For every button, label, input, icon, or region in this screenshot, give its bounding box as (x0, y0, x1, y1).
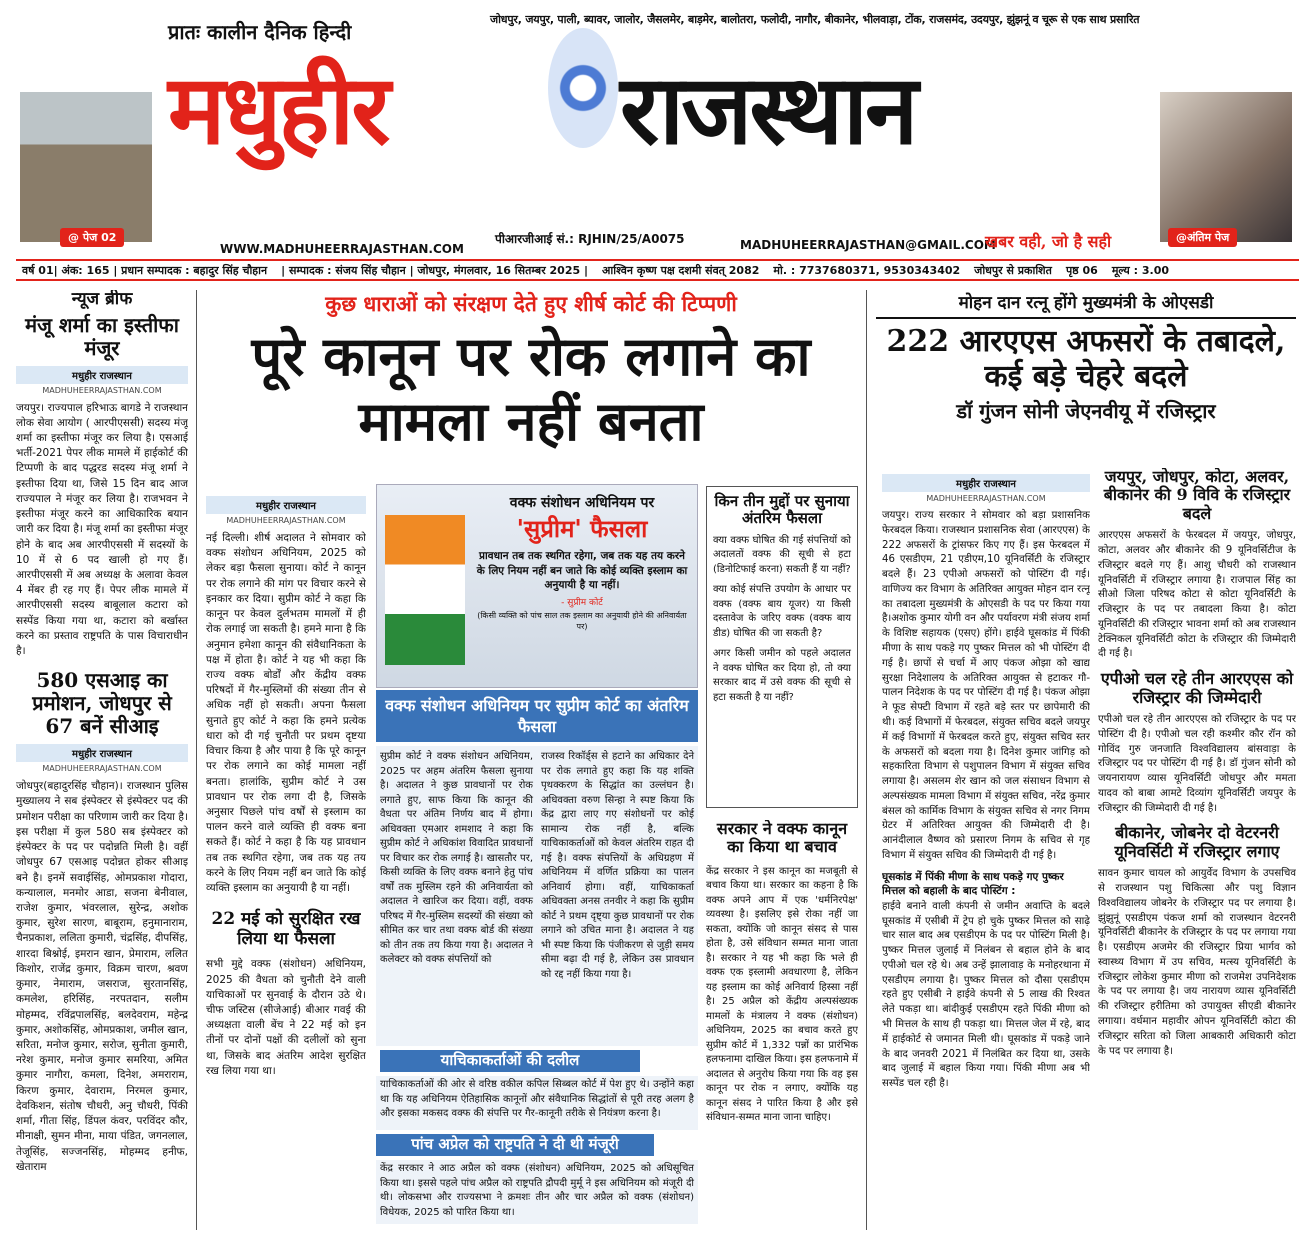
lead-subheadline[interactable]: 22 मई को सुरक्षित रख लिया था फैसला (211, 909, 361, 949)
apo-body: एपीओ चल रहे तीन आरएएस को रजिस्ट्रार के पद पर पोस्टिंग दी है। एपीओ चल रही कश्मीर कौर रॉन को गोविंद गुरु जनजाति विश्वविद्यालय बांसवाड़ा के रजिस्ट्रार पद पर पोस्टिंग दी गई है। डॉ गुंजन सोनी को जयनारायण व्यास यूनिवर्सिटी जोधपुर और ममता यादव को बाबा आमटे दिव्यांग यूनिवर्सिटी जयपुर के रजिस्ट्रार की जिम्मेदारी दी गई है। (1098, 713, 1296, 814)
brief-byline-url[interactable]: MADHUHEERRAJASTHAN.COM (42, 385, 162, 395)
edition-cities: जोधपुर, जयपुर, पाली, ब्यावर, जालोर, जैसलमेर, बाड़मेर, बालोतरा, फलोदी, नागौर, बीकानेर, भीलवाड़ा, टोंक, राजसमंद, उदयपुर, झुंझनूं व चूरू से एक साथ प्रसारित (490, 13, 1140, 26)
issue-item: क्या कोई संपत्ति उपयोग के आधार पर वक्फ (वक्फ बाय यूजर) या किसी दस्तावेज के जरिए वक्फ (वक्फ बाय डीड) घोषित की जा सकती है? (713, 584, 851, 639)
petitioners-body: याचिकाकर्ताओं की ओर से वरिष्ठ वकील कपिल सिब्बल कोर्ट में पेश हुए थे। उन्होंने कहा था कि यह अधिनियम ऐतिहासिक कानूनों और संवैधानिक सिद्धांतों से पूरी तरह अलग है और इसका मकसद वक्फ की संपत्ति पर गैर-कानूनी तरीके से नियंत्रण करना है। (376, 1076, 698, 1130)
transfers-body: जयपुर। राज्य सरकार ने सोमवार को बड़ा प्रशासनिक फेरबदल किया। राजस्थान प्रशासनिक सेवा (आरएएस) के 222 अफसरों के ट्रांसफर किए गए हैं। इस फेरबदल में 46 एसडीएम, 21 एडीएम,10 यूनिवर्सिटी के रजिस्ट्रार बदले हैं। 23 एपीओ अफसरों को पोस्टिंग दी गई। वाणिज्य कर विभाग के अतिरिक्त आयुक्त मोहन दान रत्नू का तबादला मुख्यमंत्री के ओएसडी के पद पर किया गया है।अशोक कुमार योगी वन और पर्यावरण मंत्री संजय शर्मा के विशिष्ट सहायक (एसए) होंगे। हाईवे घूसकांड में पिंकी मीणा के साथ पकड़े गए पुष्कर मित्तल को भी पोस्टिंग दी गई है। छापों से चर्चा में आए पंकज ओझा को खाद्य सुरक्षा निदेशालय के अतिरिक्त आयुक्त से हटाकर गौ-पालन निदेशक के पद पर पोस्टिंग दी गई है। पंकज ओझा ने फूड सेफ्टी विभाग में रहते बड़े स्तर पर छापेमारी की थी। कई विभागों में फेरबदल, संयुक्त सचिव बदले जयपुर में कई विभागों में फेरबदल करते हुए, संयुक्त सचिव स्तर के अफसरों को बदला गया है। दिनेश कुमार जांगिड़ को सहकारिता विभाग से पशुपालन विभाग में संयुक्त सचिव लगाया है। असलम शेर खान को जल संसाधन विभाग से अल्पसंख्यक मामला विभाग में संयुक्त सचिव, नरेंद्र कुमार बंसल को कार्मिक विभाग के संयुक्त सचिव से नगर निगम ग्रेटर में अतिरिक्त आयुक्त की जिम्मेदारी दी है।आनंदीलाल वैष्णव को प्रसारण निगम के सचिव से गृह विभाग में संयुक्त सचिव की जिम्मेदारी दी गई है। (882, 510, 1090, 861)
issue-price: मूल्य : 3.00 (1111, 263, 1169, 277)
issue-info-bar (16, 259, 1299, 281)
registrars-column (1098, 468, 1296, 1230)
brief-section-title: न्यूज ब्रीफ (71, 290, 133, 309)
brief-headline-1[interactable]: मंजू शर्मा का इस्तीफा मंजूर (25, 312, 179, 360)
masthead-name-part2: राजस्थान (620, 53, 916, 166)
issue-mobile: मो. : 7737680371, 9530343402 (773, 263, 961, 277)
issue-item: क्या वक्फ घोषित की गई संपत्तियों को अदालतों वक्फ की सूची से हटा (डिनोटिफाई करना) सकती हैं या नहीं? (713, 534, 851, 575)
masthead (0, 0, 1315, 256)
website-link[interactable]: WWW.MADHUHEERRAJASTHAN.COM (220, 242, 464, 256)
masthead-motto: खबर वही, जो है सही (985, 232, 1112, 251)
interim-banner: वक्फ संशोधन अधिनियम पर सुप्रीम कोर्ट का अंतरिम फैसला (376, 690, 698, 742)
vet-headline[interactable]: बीकानेर, जोबनेर दो वेटरनरी यूनिवर्सिटी में रजिस्ट्रार लगाए (1114, 823, 1280, 861)
vet-body: सावन कुमार चायल को आयुर्वेद विभाग के उपसचिव से राजस्थान पशु चिकित्सा और पशु विज्ञान विश्वविद्यालय जोबनेर के रजिस्ट्रार पद पर लगाया है। झुंझुनूं एसडीएम पंकज शर्मा को राजस्थान वेटरनरी यूनिवर्सिटी बीकानेर के रजिस्ट्रार के पद पर लगाया गया है। एसडीएम अजमेर की रजिस्ट्रार प्रिया भार्गव को स्वास्थ्य विभाग में उप सचिव, मत्स्य यूनिवर्सिटी के रजिस्ट्रार लोकेश कुमार मीणा को राजमेश उपनिदेशक के पद पर लगाया है। जय नारायण व्यास यूनिवर्सिटी की रजिस्ट्रार हरीतिमा को उपायुक्त सीएडी बीकानेर लगाया। वर्धमान महावीर ओपन यूनिवर्सिटी कोटा की रजिस्ट्रार सरिता को जिला आबकारी अधिकारी कोटा के पद पर लगाया है। (1098, 868, 1296, 1057)
brief-byline: मधुहीर राजस्थान (16, 366, 188, 384)
registrars-body: आरएएस अफसरों के फेरबदल में जयपुर, जोधपुर, कोटा, अलवर और बीकानेर की 9 यूनिवर्सिटीज के रजिस्ट्रार बदले गए हैं। आशु चौधरी को राजस्थान यूनिवर्सिटी में रजिस्ट्रार लगाया है। राजपाल सिंह का सीओ जिला परिषद कोटा से कोटा यूनिवर्सिटी के रजिस्ट्रार के पद पर तबादला किया है। कोटा यूनिवर्सिटी की रजिस्ट्रार भावना शर्मा को अब राजस्थान टेक्निकल यूनिवर्सिटी कोटा के रजिस्ट्रार की जिम्मेदारी दी गई है। (1098, 530, 1296, 660)
three-issues-title: किन तीन मुद्दों पर सुनाया अंतरिम फैसला (714, 492, 850, 528)
issue-item: अगर किसी जमीन को पहले अदालत ने वक्फ घोषित कर दिया हो, तो क्या सरकार बाद में उसे वक्फ की सूची से हटा सकती है या नहीं? (713, 648, 851, 703)
president-body: केंद्र सरकार ने आठ अप्रैल को वक्फ (संशोधन) अधिनियम, 2025 को अधिसूचित किया था। इससे पहले पांच अप्रैल को राष्ट्रपति द्रौपदी मुर्मू ने इस अधिनियम को मंजूरी दी थी। लोकसभा और राज्यसभा ने क्रमशः तीन और चार अप्रैल को वक्फ (संशोधन) विधेयक, 2025 को पारित किया था। (376, 1160, 698, 1224)
lead-kicker: कुछ धाराओं को संरक्षण देते हुए शीर्ष कोर्ट की टिप्पणी (325, 291, 737, 316)
issue-samvat: आश्विन कृष्ण पक्ष दशमी संवत् 2082 (602, 263, 760, 277)
three-issues-box (706, 486, 858, 808)
news-brief-column (16, 290, 188, 1234)
lead-story-column (206, 490, 366, 1234)
transfers-column (882, 468, 1090, 1230)
petitioners-banner: याचिकाकर्ताओं की दलील (380, 1050, 640, 1072)
lead-headline-block (204, 290, 858, 490)
issue-published-from: जोधपुर से प्रकाशित (974, 263, 1052, 277)
govt-defence-column (706, 820, 858, 1230)
peacock-feather-logo (548, 28, 618, 148)
president-banner: पांच अप्रेल को राष्ट्रपति ने दी थी मंजूरी (376, 1134, 654, 1156)
bribe-body: हाईवे बनाने वाली कंपनी से जमीन अवाप्ति के बदले घूसकांड में एसीबी में ट्रेप हो चुके पुष्कर मित्तल को साढ़े चार साल बाद अब एसडीएम के पद पर पोस्टिंग मिली है। पुष्कर मित्तल जुलाई में निलंबन से बहाल होने के बाद एपीओ चल रहे थे। अब उन्हें झालावाड़ के मनोहरथाना में एसडीएम लगाया है। पुष्कर मित्तल को दौसा एसडीएम रहते हुए एसीबी ने हाईवे कंपनी से 5 लाख की रिश्वत लेते पकड़ा था। बांदीकुई एसडीएम रहते पिंकी मीणा को भी मित्तल के साथ ही पकड़ा था। मित्तल जेल में रहे, बाद में हाईकोर्ट से जमानत मिली थी। घूसकांड में पकड़े जाने के बाद जनवरी 2021 में निलंबित कर दिया था, उसके बाद जुलाई में बहाल किया गया। पिंकी मीणा अब भी सस्पेंड चल रही है। (882, 900, 1090, 1090)
lead-byline: मधुहीर राजस्थान (206, 496, 366, 514)
column-divider (196, 290, 197, 1230)
infographic-note: (किसी व्यक्ति को पांच साल तक इस्लाम का अनुयायी होने की अनिवार्यता पर) (477, 611, 687, 632)
column-divider (866, 290, 867, 1230)
registration-number: पीआरजीआई सं.: RJHIN/25/A0075 (495, 232, 685, 246)
lead-body: नई दिल्ली। शीर्ष अदालत ने सोमवार को वक्फ संशोधन अधिनियम, 2025 को लेकर बड़ा फैसला सुनाया। कोर्ट ने कानून पर रोक लगाने की मांग पर विचार करने से इनकार कर दिया। सुप्रीम कोर्ट ने कहा कि कानून पर केवल दुर्लभतम मामलों में ही रोक लगाई जा सकती है। हमने माना है कि अनुमान हमेशा कानून की संवैधानिकता के पक्ष में होता है। कोर्ट ने यह भी कहा कि राज्य वक्फ बोर्डों और केंद्रीय वक्फ परिषदों में गैर-मुस्लिमों की संख्या तीन से अधिक नहीं हो सकती। अपना फैसला सुनाते हुए कोर्ट ने कहा कि हमने प्रत्येक धारा को दी गई चुनौती पर प्रथम दृष्टया विचार किया है और पाया है कि पूरे कानून पर रोक लगाने का कोई मामला नहीं बनता। हालांकि, सुप्रीम कोर्ट ने उस प्रावधान पर रोक लगा दी है, जिसके अनुसार पिछले पांच वर्षों से इस्लाम का पालन करने वाले व्यक्ति ही वक्फ बना सकते हैं। कोर्ट ने कहा है कि यह प्रावधान तब तक स्थगित रहेगा, जब तक यह तय करने के लिए नियम नहीं बन जाते कि कोई व्यक्ति इस्लाम का अनुयायी है या नहीं। (206, 532, 366, 895)
registrars-headline[interactable]: जयपुर, जोधपुर, कोटा, अलवर, बीकानेर की 9 विवि के रजिस्ट्रार बदले (1103, 468, 1291, 523)
verdict-infographic (376, 484, 698, 688)
lead-sub-body: सभी मुद्दे वक्फ (संशोधन) अधिनियम, 2025 की वैधता को चुनौती देने वाली याचिकाओं पर सुनवाई के दौरान उठे थे। चीफ जस्टिस (सीजेआई) बीआर गवई की अध्यक्षता वाली बेंच ने 22 मई को इन तीनों पर दोनों पक्षों की दलीलों को सुना था, जिसके बाद अंतरिम आदेश सुरक्षित रख लिया गया था। (206, 958, 366, 1077)
left-teaser-badge[interactable]: @ पेज 02 (60, 228, 124, 247)
issue-editor-date: | सम्पादक : संजय सिंह चौहान | जोधपुर, मंगलवार, 16 सितम्बर 2025 | (281, 263, 588, 277)
transfers-headline[interactable]: 222 आरएएस अफसरों के तबादले, कई बड़े चेहरे बदले (886, 324, 1286, 394)
transfers-kicker: मोहन दान रत्नू होंगे मुख्यमंत्री के ओएसडी (876, 290, 1296, 319)
infographic-title: वक्फ संशोधन अधिनियम पर (509, 495, 655, 511)
email-link[interactable]: MADHUHEERRAJASTHAN@GMAIL.COM (740, 238, 996, 252)
issue-page: पृष्ठ 06 (1065, 263, 1098, 277)
infographic-verdict: 'सुप्रीम' फैसला (516, 514, 648, 543)
lead-byline-url[interactable]: MADHUHEERRAJASTHAN.COM (226, 516, 346, 525)
infographic-quote: प्रावधान तब तक स्थगित रहेगा, जब तक यह तय करने के लिए नियम नहीं बन जाते कि कोई व्यक्ति इस्लाम का अनुयायी है या नहीं। (476, 550, 688, 592)
flag-graphic (385, 515, 465, 665)
masthead-name-part1: मधुहीर (168, 53, 388, 166)
interim-body-right: राजस्व रिकॉर्ड्स से हटाने का अधिकार देने पर रोक लगाते हुए कहा कि यह शक्ति पृथक्करण के सिद्धांत का उल्लंघन है। अधिवक्ता वरुण सिन्हा ने स्पष्ट किया कि केंद्र द्वारा लाए गए संशोधनों पर कोई सामान्य रोक नहीं है, बल्कि याचिकाकर्ताओं को केवल अंतरिम राहत दी गई है। वक्फ संपत्तियों के अधिग्रहण में अधिनियम में वर्णित प्रक्रिया का पालन अनिवार्य होगा। वहीं, याचिकाकर्ता अधिवक्ता अनस तनवीर ने कहा कि सुप्रीम कोर्ट ने प्रथम दृष्ट्या कुछ प्रावधानों पर रोक लगाने को उचित माना है। अदालत ने यह भी स्पष्ट किया कि पंजीकरण से जुड़ी समय सीमा बढ़ा दी गई है, लेकिन उस प्रावधान को रद्द नहीं किया गया है। (541, 751, 694, 980)
brief-body-2: जोधपुर(बहादुरसिंह चौहान)। राजस्थान पुलिस मुख्यालय ने सब इंस्पेक्टर से इंस्पेक्टर पद की प्रमोशन परीक्षा का परिणाम जारी कर दिया है। इस परीक्षा में कुल 580 सब इंस्पेक्टर को इंस्पेक्टर के पद पर पदोन्नति मिली है। वहीं जोधपुर 67 एसआइ पदोन्नत होकर सीआइ बने है। इनमें सवाईसिंह, ओमप्रकाश गोदारा, कन्यालाल, मनमोर आडा, सजना बेनीवाल, राजेश कुमार, भंवरलाल, सुरेन्द्र, अशोक कुमार, सुरेश सारण, बाबूराम, हनुमानाराम, चैनप्रकाश, ललिता कुमारी, चंद्रसिंह, दीपसिंह, शारदा बिश्नोई, इमरान खान, प्रेमाराम, ललित किशोर, राजेंद्र कुमार, विक्रम चारण, श्रवण कुमार, नेमाराम, जसराज, सुरतानसिंह, कमलेश, हरिसिंह, नरपतदान, सलीम मोहम्मद, रविंद्रपालसिंह, बलदेवराम, महेन्द्र कुमार, अशोकसिंह, ओमप्रकाश, जमील खान, सरिता, मनोज कुमार, सरोज, सुनीता कुमारी, नरेश कुमार, मनोज कुमार समरिया, अमित कुमार नागौरा, कमला, दिनेश, अमराराम, किरण कुमार, देवाराम, निरमल कुमार, देवकिशन, संतोष चौधरी, अनु चौधरी, पिंकी शर्मा, गीता सिंह, डिंपल कंवर, परविंदर कौर, मीनाक्षी, सुमन मीना, माया पंडित, जगनलाल, तेजूसिंह, सज्जनसिंह, मोहम्मद हनीफ, खेताराम (16, 780, 188, 1173)
left-teaser-photo[interactable] (20, 92, 152, 242)
transfers-byline-url[interactable]: MADHUHEERRAJASTHAN.COM (926, 494, 1046, 503)
interim-body-left: सुप्रीम कोर्ट ने वक्फ संशोधन अधिनियम, 2025 पर अहम अंतरिम फैसला सुनाया है। अदालत ने कुछ प्रावधानों पर रोक लगाते हुए, साफ किया कि कानून की वैधता पर अंतिम निर्णय बाद में होगा। अधिवक्ता एमआर शमशाद ने कहा कि सुप्रीम कोर्ट ने अधिकांश विवादित प्रावधानों पर विचार कर रोक लगाई है। खासतौर पर, किसी व्यक्ति के लिए वक्फ बनाने हेतु पांच वर्षों तक मुस्लिम रहने की अनिवार्यता को अदालत ने खारिज कर दिया। वहीं, वक्फ परिषद में गैर-मुस्लिम सदस्यों की संख्या को सीमित कर चार तथा वक्फ बोर्ड की संख्या को तीन तक तय किया गया है। अदालत ने कलेक्टर को वक्फ संपत्तियों को (380, 751, 533, 965)
lead-headline[interactable]: पूरे कानून पर रोक लगाने का मामला नहीं बनता (251, 324, 811, 453)
bribe-subhead: घूसकांड में पिंकी मीणा के साथ पकड़े गए पुष्कर मित्तल को बहाली के बाद पोस्टिंग : (882, 870, 1064, 897)
infographic-source: - सुप्रीम कोर्ट (561, 598, 603, 609)
govt-headline[interactable]: सरकार ने वक्फ कानून का किया था बचाव (716, 820, 848, 857)
transfers-byline: मधुहीर राजस्थान (882, 474, 1090, 492)
transfers-subhead: डॉ गुंजन सोनी जेएनवीयू में रजिस्ट्रार (956, 399, 1216, 423)
masthead-tagline: प्रातः कालीन दैनिक हिन्दी (168, 20, 352, 44)
brief-headline-2[interactable]: 580 एसआइ का प्रमोशन, जोधपुर से 67 बनें सीआइ (32, 668, 172, 739)
brief-byline-2: मधुहीर राजस्थान (16, 744, 188, 762)
right-teaser-badge[interactable]: @अंतिम पेज (1168, 228, 1237, 247)
issue-year-editor: वर्ष 01| अंक: 165 | प्रधान सम्पादक : बहादुर सिंह चौहान (22, 263, 268, 277)
transfers-headline-block (876, 290, 1296, 470)
brief-byline-url-2[interactable]: MADHUHEERRAJASTHAN.COM (42, 764, 162, 774)
apo-headline[interactable]: एपीओ चल रहे तीन आरएएस को रजिस्ट्रार की जिम्मेदारी (1100, 669, 1294, 707)
right-teaser-photo[interactable] (1160, 92, 1292, 242)
govt-body: केंद्र सरकार ने इस कानून का मजबूती से बचाव किया था। सरकार का कहना है कि वक्फ अपने आप में एक 'धर्मनिरपेक्ष' व्यवस्था है। इसलिए इसे रोका नहीं जा सकता, क्योंकि जो कानून संसद से पास होता है, उसे संविधान सम्मत माना जाता है। सरकार ने यह भी कहा कि भले ही वक्फ एक इस्लामी अवधारणा है, लेकिन यह इस्लाम का कोई अनिवार्य हिस्सा नहीं है। 25 अप्रैल को केंद्रीय अल्पसंख्यक मामलों के मंत्रालय ने वक्फ (संशोधन) अधिनियम, 2025 का बचाव करते हुए सुप्रीम कोर्ट में 1,332 पन्नों का प्रारंभिक हलफनामा दाखिल किया। इस हलफनामे में अदालत से अनुरोध किया गया कि वह इस कानून पर रोक न लगाए, क्योंकि यह कानून संसद ने पारित किया है और इसे संविधान-सम्मत माना जाना चाहिए। (706, 865, 858, 1124)
interim-body (376, 746, 698, 1046)
brief-body-1: जयपुर। राज्यपाल हरिभाऊ बागडे ने राजस्थान लोक सेवा आयोग ( आरपीएससी) सदस्य मंजू शर्मा का इस्तीफा मंजूर कर लिया है। एसआई भर्ती-2021 पेपर लीक मामले में हाईकोर्ट की टिप्पणी के बाद पद्धरड सदस्य मंजू शर्मा ने इस्तीफा दिया था, जिसे 15 दिन बाद आज राज्यपाल ने मंजूर कर लिया है। राजभवन ने इस्तीफा मंजूर करने का आधिकारिक बयान जारी कर दिया है। मंजू शर्मा का इस्तीफा मंजूर होने के बाद अब आरपीएससी में सदस्यों के 10 में से 6 पद खाली हो गए हैं। आरपीएससी में अब अध्यक्ष के अलावा केवल 4 मेंबर ही रह गए हैं। पेपर लीक मामले में आरपीएससी सदस्य बाबूलाल कटारा को सस्पेंड किया गया था, कटारा को बर्खास्त करने का प्रस्ताव राष्ट्रपति के पास विचाराधीन है। (16, 401, 188, 658)
